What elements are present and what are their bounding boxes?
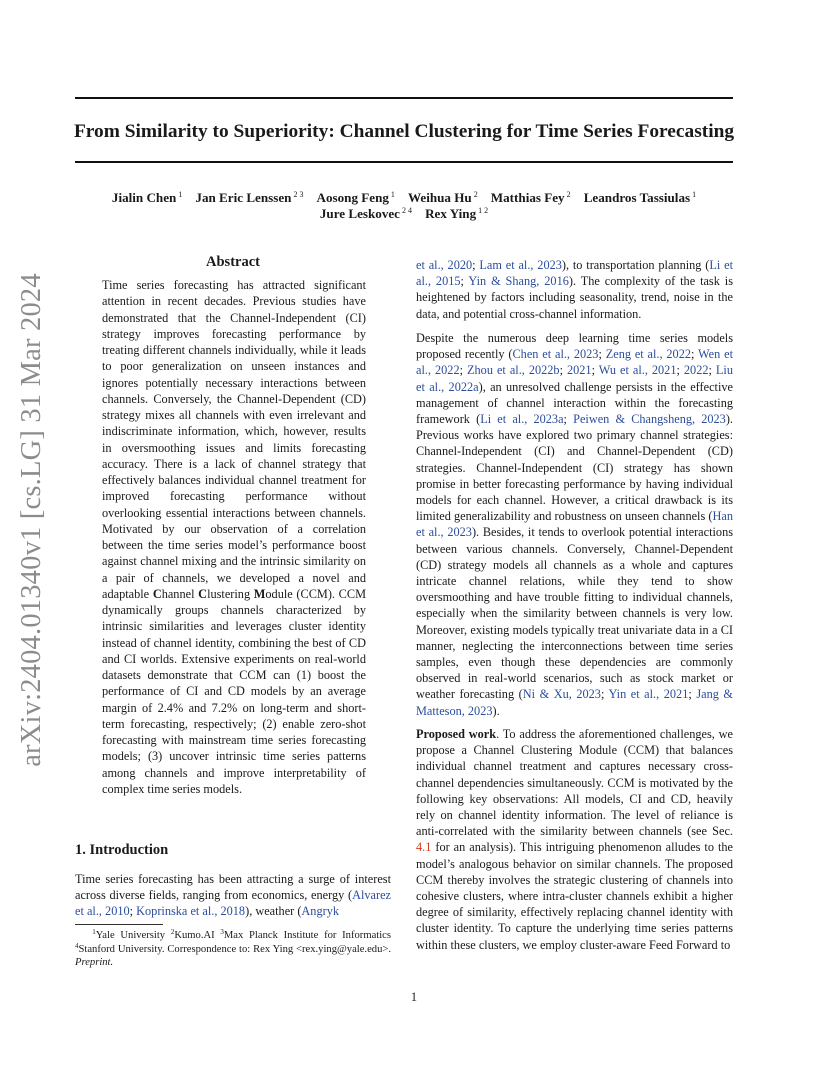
section-heading-introduction: 1. Introduction [75,842,169,858]
introduction-paragraph [75,871,391,920]
citation-link[interactable]: Zeng et al., 2022 [605,347,691,362]
footnote-text: Yale University [95,930,171,941]
citation-link[interactable]: Liu et al., 2022a [416,363,733,394]
paragraph-text: ; [591,363,599,378]
paragraph-text: ). [492,703,500,718]
citation-link[interactable]: Yin et al., 2021 [608,687,689,702]
author-name: Rex Ying [425,206,477,221]
ccm-letter-m: M [253,586,266,601]
arxiv-identifier: arXiv:2404.01340v1 [cs.LG] 31 Mar 2024 [16,273,47,767]
affiliation-mark: 1 [176,190,183,199]
paragraph-text: ; [472,258,480,272]
paragraph-text: ; [559,363,567,378]
footnote-text: Stanford University. Correspondence to: Rex Ying <rex.ying@yale.edu>. [78,943,391,955]
footnote-text: Max Planck Institute for Informatics [223,930,391,941]
right-column-paragraph-1 [416,257,733,322]
affiliation-footnote [75,929,391,970]
abstract-body [102,277,366,797]
citation-link[interactable]: Lam et al., 2023 [479,258,562,272]
footnote-mark: 1 [92,928,96,936]
author-line-1 [75,190,733,206]
paragraph-text: ; [688,687,697,702]
author-name: Jure Leskovec [319,206,400,221]
abstract-text: Time series forecasting has attracted significant attention in recent decades. Previous studies have demonstrated that the Channel-Independent (CI) strategy improves forecasting performance by treating different channels individually, while it leads to poor generalization on unseen instances and ignores potentially necessary interactions between channels. Conversely, the Channel-Dependent (CD) strategy mixes all channels with even irrelevant and indiscriminate information, which, however, results in oversmoothing issues and limits forecasting accuracy. There is a lack of channel strategy that effectively balances individual channel treatment for improved forecasting performance without overlooking essential interactions between channels. Motivated by our observation of a correlation between the time series model’s performance boost against channel mixing and the intrinsic similarity on a pair of channels, we developed a novel and adaptable [102,278,366,601]
affiliation-mark: 1 2 [476,206,489,215]
citation-link[interactable]: et al., 2020 [416,258,473,272]
abstract-text-tail: (CCM). CCM dynamically groups channels characterized by intrinsic similarities and leverages cluster identity instead of channel identity, combining the best of CD and CI worlds. Extensive experiments on real-world datasets demonstrate that CCM can (1) boost the performance of CI and CD models by an average margin of 2.4% and 7.2% on long-term and short-term forecasting, respectively; (2) enable zero-shot forecasting with mainstream time series forecasting models; (3) uncover intrinsic time series patterns among channels and improve interpretability of complex time series models. [102,586,367,796]
affiliation-mark: 1 [388,190,395,199]
author-name: Jan Eric Lenssen [195,190,292,205]
paragraph-text: Despite the numerous deep learning time series models proposed recently ( [416,331,733,362]
paragraph-text: ), an unresolved challenge persists in the effective management of channel interaction within the forecasting framework ( [416,379,733,427]
footnote-mark: 3 [220,928,224,936]
citation-link[interactable]: Peiwen & Changsheng, 2023 [573,412,726,427]
affiliation-mark: 2 4 [400,206,412,215]
page-number: 1 [410,990,418,1004]
paragraph-text: ; [460,274,469,289]
affiliation-mark: 2 [471,190,478,199]
title-rule-bottom [75,161,733,163]
preprint-label: Preprint. [75,957,114,969]
author-name: Jialin Chen [111,190,177,205]
ccm-word-hannel: hannel [161,586,199,601]
paragraph-lead: Proposed work [416,727,497,741]
footnote-rule [75,924,163,925]
intro-mid: ), weather ( [245,904,302,919]
paragraph-text: ; [598,347,606,362]
ccm-letter-c: C [152,586,162,601]
paragraph-text: ; [708,363,716,378]
paragraph-text: . To address the aforementioned challenges, we propose a Channel Clustering Module (CCM) that balances individual channel treatment and captures necessary cross-channel dependencies simultaneously. CCM is motivated by the following key observations: All models, CI and CD, heavily rely on channel identity information. The level of reliance is anti-correlated with the similarity between channels (see Sec. [416,727,733,839]
right-column-paragraph-2 [416,330,733,719]
intro-sep: ; [129,904,137,919]
citation-link[interactable]: 2022 [683,363,709,378]
paragraph-text: for an analysis). This intriguing phenomenon alludes to the model’s analogous behavior on similar channels. The proposed CCM thereby involves the strategic clustering of channels into cohesive clusters, where intra-cluster channels exhibit a higher degree of similarity, effectively replacing channel identity with cluster identity. To capture the underlying time series patterns within these clusters, we employ cluster-aware Feed Forward to [416,840,733,952]
citation-link[interactable]: Han et al., 2023 [416,509,733,540]
ccm-word-lustering: lustering [207,586,254,601]
footnote-mark: 4 [75,941,79,950]
paragraph-text: ). Previous works have explored two primary channel strategies: Channel-Independent (CI) and Channel-Dependent (CD) strategies. Channel-Independent (CI) strategy has shown promise in better forecasting performance by having individual models for each channel. However, a critical drawback is its limited generalizability and robustness on unseen channels ( [416,412,733,524]
citation-link[interactable]: Wen et al., 2022 [416,347,733,378]
paragraph-text: ; [600,687,609,702]
ccm-letter-c2: C [198,586,208,601]
author-name: Weihua Hu [408,190,472,205]
affiliation-mark: 2 3 [291,190,304,199]
affiliation-mark: 1 [690,190,697,199]
citation-link[interactable]: 2021 [566,363,592,378]
citation-link[interactable]: Li et al., 2015 [416,258,733,289]
right-column-paragraph-3 [416,726,733,953]
affiliation-mark: 2 [564,190,571,199]
author-name: Aosong Feng [316,190,389,205]
abstract-heading: Abstract [206,254,260,270]
citation-link[interactable]: Chen et al., 2023 [512,347,599,362]
intro-text: Time series forecasting has been attracting a surge of interest across diverse fields, ranging from economics, energy ( [75,872,391,903]
section-reference-link[interactable]: 4.1 [416,840,432,855]
citation-link[interactable]: Ni & Xu, 2023 [522,687,601,702]
author-line-2 [75,206,733,222]
paragraph-text: ; [459,363,468,378]
paragraph-text: ; [563,412,574,427]
footnote-mark: 2 [170,928,175,936]
citation-link[interactable]: Li et al., 2023a [480,412,564,427]
citation-link[interactable]: Jang & Matteson, 2023 [416,687,733,718]
title-rule-top [75,97,733,99]
ccm-word-odule: odule [265,586,293,601]
citation-link[interactable]: Koprinska et al., 2018 [136,904,246,919]
author-name: Matthias Fey [490,190,565,205]
paper-title: From Similarity to Superiority: Channel Clustering for Time Series Forecasting [73,121,735,142]
citation-link[interactable]: Alvarez et al., 2010 [75,888,391,919]
citation-link[interactable]: Wu et al., 2021 [598,363,677,378]
paragraph-text: ; [691,347,699,362]
paragraph-text: ), to transportation planning ( [561,258,710,272]
author-list [75,190,733,222]
author-name: Leandros Tassiulas [583,190,691,205]
citation-link[interactable]: Yin & Shang, 2016 [468,274,569,289]
paragraph-text: ). Besides, it tends to overlook potential interactions between various channels. Conversely, Channel-Dependent (CD) strategy models all channels as a whole and captures intricate channel relations, while they tend to show oversmoothing and have trouble fitting to individual channels, especially when the similarity between channels is very low. Moreover, existing models typically treat univariate data in a CI manner, neglecting the interconnections between time series samples, even though these dependencies are commonly observed in real-world scenarios, such as stock market or weather forecasting ( [416,525,733,702]
paragraph-text: ). The complexity of the task is heightened by factors including seasonality, trend, noise in the data, and potential cross-channel information. [416,274,733,321]
footnote-text: Kumo.AI [174,930,221,941]
citation-link[interactable]: Zhou et al., 2022b [467,363,560,378]
paragraph-text: ; [676,363,684,378]
citation-link[interactable]: Angryk [301,904,339,919]
